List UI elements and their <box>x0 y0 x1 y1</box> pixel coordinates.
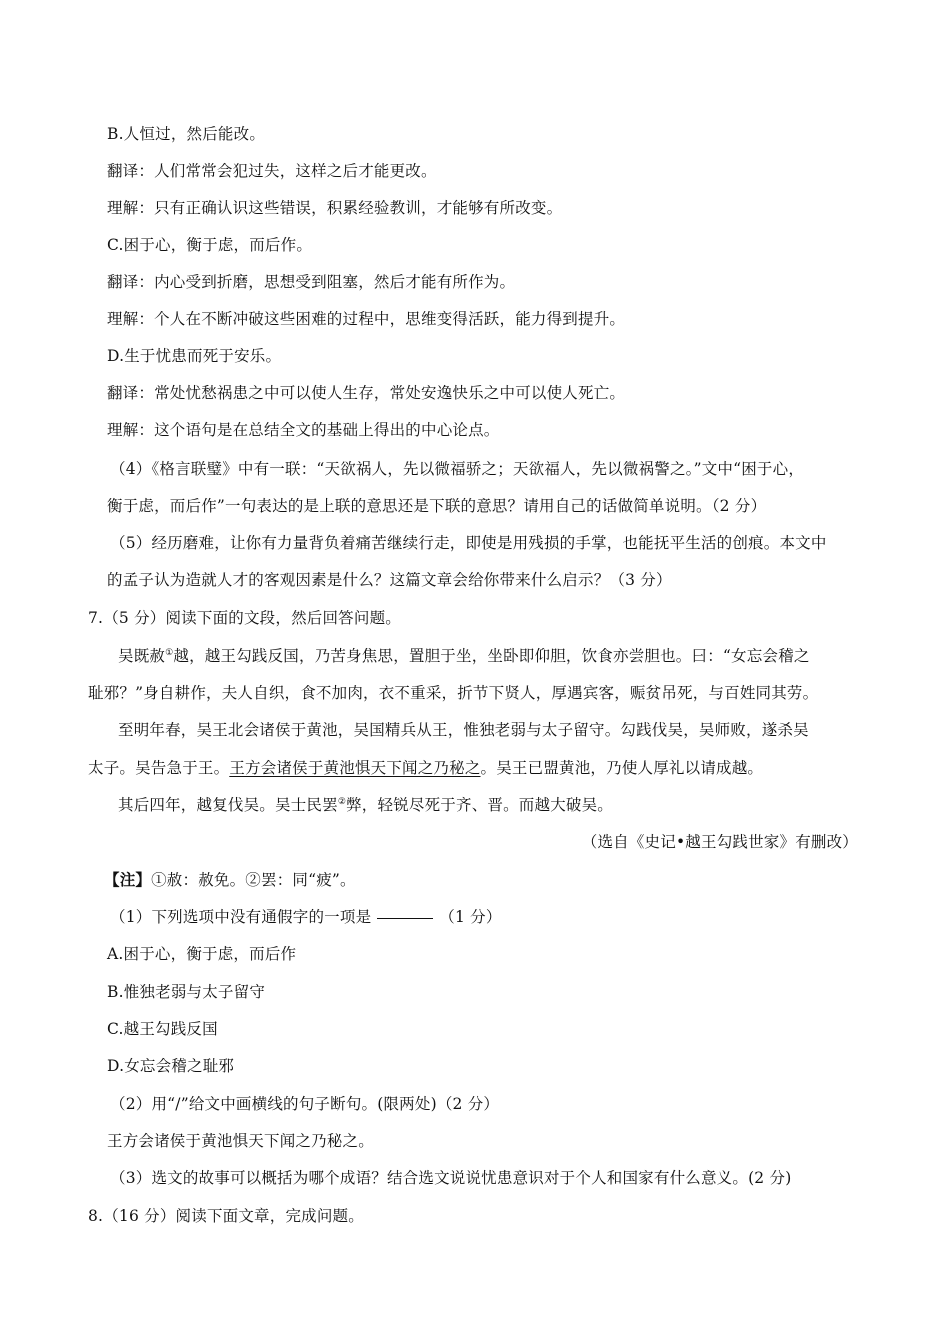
option-c-understanding: 理解：个人在不断冲破这些困难的过程中，思维变得活跃，能力得到提升。 <box>107 310 626 328</box>
passage-p1-line1 <box>118 646 810 666</box>
choice-d: D.女忘会稽之耻邪 <box>107 1057 235 1075</box>
question-6-5-line1: （5）经历磨难，让你有力量背负着痛苦继续行走，即使是用残损的手掌，也能抚平生活的创痕。本文中 <box>110 534 827 552</box>
choice-a: A.困于心，衡于虑，而后作 <box>107 945 297 963</box>
question-7-header: 7.（5 分）阅读下面的文段，然后回答问题。 <box>88 609 401 627</box>
option-c-translation: 翻译：内心受到折磨，思想受到阻塞，然后才能有所作为。 <box>107 273 516 291</box>
question-7-3: （3）选文的故事可以概括为哪个成语？结合选文说说忧患意识对于个人和国家有什么意义。(2 分) <box>110 1169 792 1187</box>
option-c-label: C.困于心，衡于虑，而后作。 <box>107 236 313 254</box>
option-d-understanding: 理解：这个语句是在总结全文的基础上得出的中心论点。 <box>107 421 500 439</box>
question-8-header: 8.（16 分）阅读下面文章，完成问题。 <box>88 1207 364 1225</box>
question-score: （1 分） <box>439 908 502 926</box>
question-6-4-line2: 衡于虑，而后作”一句表达的是上联的意思还是下联的意思？请用自己的话做简单说明。（2 分） <box>107 497 767 515</box>
choice-b: B.惟独老弱与太子留守 <box>107 983 266 1001</box>
passage-text: 太子。吴告急于王。 <box>88 759 230 777</box>
footnote-marker: ① <box>165 648 174 658</box>
passage-text: 弊，轻锐尽死于齐、晋。而越大破吴。 <box>346 796 613 814</box>
passage-text: 。吴王已盟黄池，乃使人厚礼以请成越。 <box>480 759 764 777</box>
passage-text: 吴既赦 <box>118 647 166 665</box>
option-b-label: B.人恒过，然后能改。 <box>107 125 266 143</box>
question-7-1 <box>110 907 502 927</box>
passage-p2-line2 <box>88 758 763 778</box>
note-label: 【注】 <box>104 870 152 889</box>
choice-c: C.越王勾践反国 <box>107 1020 218 1038</box>
footnote-marker: ② <box>337 797 347 807</box>
passage-text: 其后四年，越复伐吴。吴士民罢 <box>118 796 338 814</box>
passage-text: 越，越王勾践反国，乃苦身焦思，置胆于坐，坐卧即仰胆，饮食亦尝胆也。曰：“女忘会稽之 <box>173 647 810 665</box>
underlined-sentence: 王方会诸侯于黄池惧天下闻之乃秘之 <box>229 759 481 777</box>
question-6-5-line2: 的孟子认为造就人才的客观因素是什么？这篇文章会给你带来什么启示？（3 分） <box>107 571 672 589</box>
passage-p3 <box>118 795 613 815</box>
passage-source: （选自《史记•越王勾践世家》有删改） <box>581 833 858 851</box>
question-7-2: （2）用“/”给文中画横线的句子断句。(限两处)（2 分） <box>110 1095 500 1113</box>
passage-p2-line1: 至明年春，吴王北会诸侯于黄池，吴国精兵从王，惟独老弱与太子留守。勾践伐吴，吴师败，遂杀吴 <box>118 721 809 739</box>
option-b-translation: 翻译：人们常常会犯过失，这样之后才能更改。 <box>107 162 437 180</box>
passage-p1-line2: 耻邪？”身自耕作，夫人自织，食不加肉，衣不重采，折节下贤人，厚遇宾客，赈贫吊死，与百姓同其劳。 <box>88 684 819 702</box>
question-7-2-sentence: 王方会诸侯于黄池惧天下闻之乃秘之。 <box>107 1132 374 1150</box>
question-6-4-line1: （4）《格言联璧》中有一联：“天欲祸人，先以微福骄之；天欲福人，先以微祸警之。”文中“困于心， <box>110 460 805 478</box>
option-d-label: D.生于忧患而死于安乐。 <box>107 347 282 365</box>
question-text: （1）下列选项中没有通假字的一项是 <box>110 908 372 926</box>
answer-blank[interactable] <box>377 918 433 919</box>
option-d-translation: 翻译：常处忧愁祸患之中可以使人生存，常处安逸快乐之中可以使人死亡。 <box>107 384 626 402</box>
footnote <box>104 870 356 890</box>
option-b-understanding: 理解：只有正确认识这些错误，积累经验教训，才能够有所改变。 <box>107 199 563 217</box>
note-text: ①赦：赦免。②罢：同“疲”。 <box>151 871 356 889</box>
